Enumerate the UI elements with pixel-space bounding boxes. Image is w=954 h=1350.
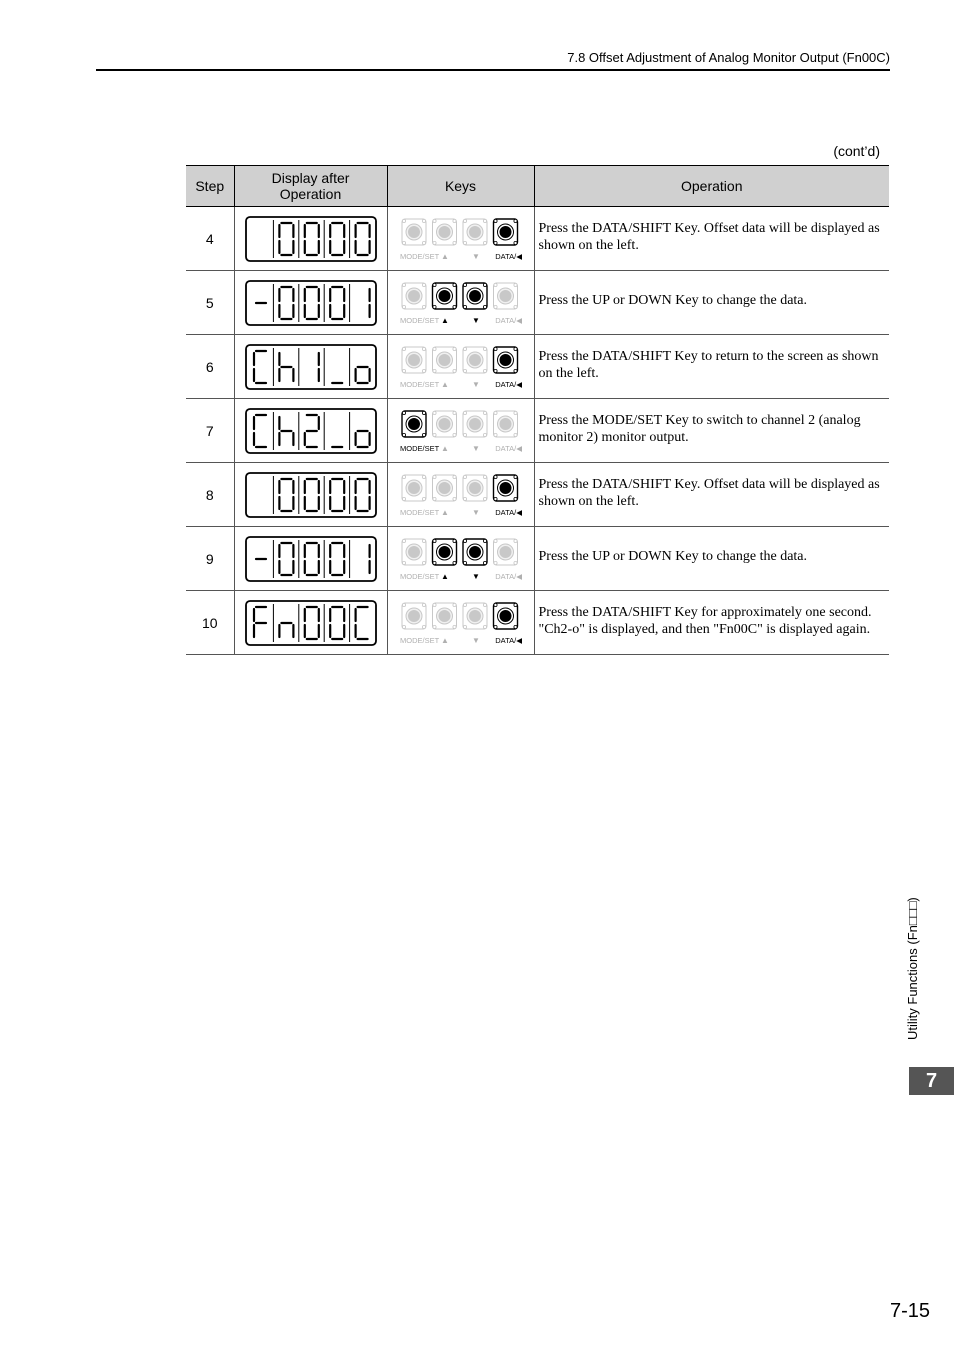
operation-text: Press the UP or DOWN Key to change the data.: [534, 527, 889, 591]
table-row: [186, 399, 889, 463]
operation-text: Press the UP or DOWN Key to change the data.: [534, 271, 889, 335]
data-key-label: DATA/◀: [494, 571, 522, 581]
seven-segment-display: [245, 216, 377, 262]
running-header-title: 7.8 Offset Adjustment of Analog Monitor Output (Fn00C): [567, 50, 890, 65]
mode-key-label: MODE/SET: [399, 443, 439, 453]
keys-cell: [387, 527, 534, 591]
data-key-icon: [493, 475, 517, 501]
mode-key-icon: [402, 411, 426, 437]
continued-note: (cont’d): [833, 143, 880, 159]
mode-key-icon: [402, 347, 426, 373]
operator-keys-diagram: [399, 280, 523, 326]
display-cell: [234, 335, 387, 399]
operation-text: Press the DATA/SHIFT Key. Offset data will be displayed as shown on the left.: [534, 207, 889, 271]
down-key-label: ▼: [471, 507, 480, 517]
up-key-label: ▲: [440, 315, 449, 325]
down-key-icon: [463, 411, 487, 437]
data-key-icon: [493, 411, 517, 437]
operation-text: Press the DATA/SHIFT Key to return to the screen as shown on the left.: [534, 335, 889, 399]
seven-segment-display: [245, 536, 377, 582]
up-key-label: ▲: [440, 635, 449, 645]
data-key-label: DATA/◀: [494, 379, 522, 389]
up-key-icon: [432, 219, 456, 245]
down-key-icon: [463, 475, 487, 501]
up-key-icon: [432, 475, 456, 501]
down-key-label: ▼: [471, 571, 480, 581]
data-key-label: DATA/◀: [494, 251, 522, 261]
keys-cell: [387, 591, 534, 655]
seven-segment-display: [245, 472, 377, 518]
display-cell: [234, 527, 387, 591]
operator-keys-diagram: [399, 344, 523, 390]
data-key-icon: [493, 603, 517, 629]
column-header-step: Step: [186, 166, 234, 207]
data-key-label: DATA/◀: [494, 635, 522, 645]
data-key-label: DATA/◀: [494, 443, 522, 453]
up-key-label: ▲: [440, 379, 449, 389]
mode-key-icon: [402, 475, 426, 501]
column-header-display: Display after Operation: [234, 166, 387, 207]
up-key-icon: [432, 347, 456, 373]
table-row: [186, 591, 889, 655]
operator-keys-diagram: [399, 216, 523, 262]
down-key-icon: [463, 283, 487, 309]
down-key-label: ▼: [471, 635, 480, 645]
display-cell: [234, 591, 387, 655]
mode-key-label: MODE/SET: [399, 315, 439, 325]
data-key-icon: [493, 283, 517, 309]
mode-key-label: MODE/SET: [399, 571, 439, 581]
down-key-icon: [463, 219, 487, 245]
up-key-label: ▲: [440, 251, 449, 261]
operator-keys-diagram: [399, 408, 523, 454]
operator-keys-diagram: [399, 536, 523, 582]
display-cell: [234, 271, 387, 335]
mode-key-label: MODE/SET: [399, 379, 439, 389]
data-key-icon: [493, 347, 517, 373]
column-header-operation: Operation: [534, 166, 889, 207]
step-number: 8: [186, 463, 234, 527]
display-cell: [234, 399, 387, 463]
table-row: [186, 207, 889, 271]
mode-key-icon: [402, 283, 426, 309]
keys-cell: [387, 271, 534, 335]
mode-key-label: MODE/SET: [399, 251, 439, 261]
operation-text: Press the DATA/SHIFT Key. Offset data will be displayed as shown on the left.: [534, 463, 889, 527]
down-key-label: ▼: [471, 315, 480, 325]
mode-key-label: MODE/SET: [399, 635, 439, 645]
up-key-label: ▲: [440, 571, 449, 581]
table-row: [186, 335, 889, 399]
step-number: 7: [186, 399, 234, 463]
operator-keys-diagram: [399, 472, 523, 518]
table-row: [186, 271, 889, 335]
down-key-icon: [463, 603, 487, 629]
page-number: 7-15: [889, 1300, 930, 1322]
seven-segment-display: [245, 280, 377, 326]
seven-segment-display: [245, 344, 377, 390]
mode-key-icon: [402, 603, 426, 629]
table-row: [186, 527, 889, 591]
header-rule: [96, 69, 890, 71]
up-key-icon: [432, 603, 456, 629]
table-header-row: [186, 166, 889, 207]
up-key-label: ▲: [440, 443, 449, 453]
keys-cell: [387, 463, 534, 527]
down-key-label: ▼: [471, 251, 480, 261]
operation-steps-table: [186, 165, 889, 655]
operation-text: Press the MODE/SET Key to switch to channel 2 (analog monitor 2) monitor output.: [534, 399, 889, 463]
up-key-icon: [432, 283, 456, 309]
display-cell: [234, 463, 387, 527]
step-number: 4: [186, 207, 234, 271]
step-number: 9: [186, 527, 234, 591]
down-key-label: ▼: [471, 379, 480, 389]
data-key-icon: [493, 539, 517, 565]
side-chapter-label: Utility Functions (Fn□□□): [905, 897, 920, 1040]
data-key-label: DATA/◀: [494, 315, 522, 325]
down-key-icon: [463, 347, 487, 373]
up-key-icon: [432, 411, 456, 437]
display-cell: [234, 207, 387, 271]
data-key-icon: [493, 219, 517, 245]
keys-cell: [387, 335, 534, 399]
operator-keys-diagram: [399, 600, 523, 646]
data-key-label: DATA/◀: [494, 507, 522, 517]
mode-key-label: MODE/SET: [399, 507, 439, 517]
seven-segment-display: [245, 408, 377, 454]
keys-cell: [387, 399, 534, 463]
step-number: 6: [186, 335, 234, 399]
down-key-icon: [463, 539, 487, 565]
down-key-label: ▼: [471, 443, 480, 453]
step-number: 5: [186, 271, 234, 335]
step-number: 10: [186, 591, 234, 655]
table-row: [186, 463, 889, 527]
column-header-keys: Keys: [387, 166, 534, 207]
up-key-label: ▲: [440, 507, 449, 517]
keys-cell: [387, 207, 534, 271]
operation-text: Press the DATA/SHIFT Key for approximately one second. "Ch2-o" is displayed, and then "Fn00C" is displayed again.: [534, 591, 889, 655]
up-key-icon: [432, 539, 456, 565]
chapter-tab: 7: [909, 1067, 954, 1095]
seven-segment-display: [245, 600, 377, 646]
mode-key-icon: [402, 219, 426, 245]
mode-key-icon: [402, 539, 426, 565]
